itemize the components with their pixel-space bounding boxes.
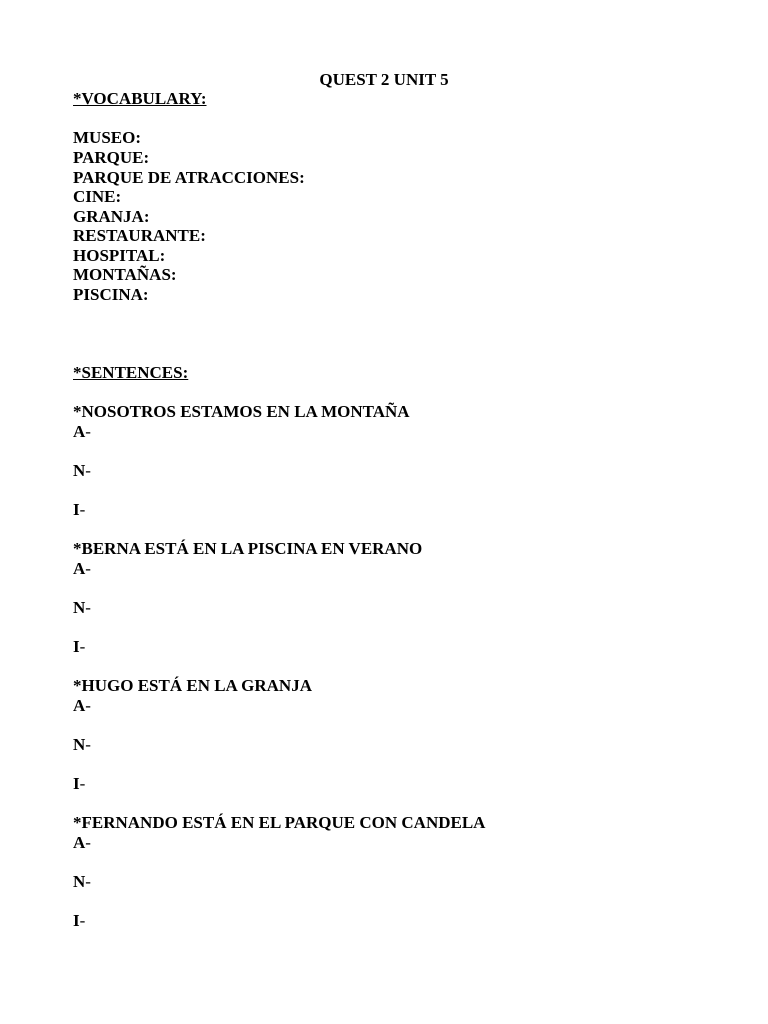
- vocab-item-hospital: HOSPITAL:: [73, 246, 166, 265]
- sentence-2: *BERNA ESTÁ EN LA PISCINA EN VERANO: [73, 539, 423, 558]
- prompt-letter: A: [73, 422, 86, 441]
- prompt-a: [73, 422, 91, 442]
- prompt-dash: -: [85, 559, 91, 578]
- sentence-3: *HUGO ESTÁ EN LA GRANJA: [73, 676, 312, 695]
- prompt-letter: I: [73, 500, 80, 519]
- prompt-dash: -: [85, 833, 91, 852]
- prompt-letter: I: [73, 774, 80, 793]
- prompt-dash: -: [85, 598, 91, 617]
- prompt-letter: N: [73, 735, 86, 754]
- prompt-dash: -: [85, 872, 91, 891]
- page-title: QUEST 2 UNIT 5: [319, 70, 449, 89]
- prompt-letter: N: [73, 872, 86, 891]
- vocab-item-montanas: MONTAÑAS:: [73, 265, 177, 284]
- vocabulary-heading: *VOCABULARY:: [73, 89, 207, 108]
- prompt-letter: I: [73, 911, 80, 930]
- prompt-dash: -: [79, 911, 86, 930]
- prompt-a: [73, 559, 91, 579]
- prompt-n: [73, 598, 91, 618]
- prompt-dash: -: [79, 637, 86, 656]
- sentence-1: *NOSOTROS ESTAMOS EN LA MONTAÑA: [73, 402, 410, 421]
- prompt-n: [73, 872, 91, 892]
- prompt-dash: -: [85, 422, 91, 441]
- sentences-heading: *SENTENCES:: [73, 363, 189, 382]
- prompt-i: [73, 500, 85, 520]
- vocab-item-granja: GRANJA:: [73, 207, 150, 226]
- prompt-letter: N: [73, 598, 86, 617]
- vocab-item-parque-de-atracciones: PARQUE DE ATRACCIONES:: [73, 168, 305, 187]
- vocab-item-parque: PARQUE:: [73, 148, 150, 167]
- prompt-letter: N: [73, 461, 86, 480]
- prompt-n: [73, 735, 91, 755]
- prompt-i: [73, 911, 85, 931]
- prompt-dash: -: [85, 461, 91, 480]
- prompt-a: [73, 833, 91, 853]
- prompt-a: [73, 696, 91, 716]
- prompt-letter: I: [73, 637, 80, 656]
- vocab-item-piscina: PISCINA:: [73, 285, 149, 304]
- vocab-item-cine: CINE:: [73, 187, 122, 206]
- prompt-dash: -: [85, 735, 91, 754]
- prompt-n: [73, 461, 91, 481]
- prompt-letter: A: [73, 559, 86, 578]
- prompt-i: [73, 774, 85, 794]
- prompt-letter: A: [73, 696, 86, 715]
- vocab-item-museo: MUSEO:: [73, 128, 141, 147]
- prompt-dash: -: [85, 696, 91, 715]
- prompt-i: [73, 637, 85, 657]
- prompt-letter: A: [73, 833, 86, 852]
- prompt-dash: -: [79, 774, 86, 793]
- sentence-4: *FERNANDO ESTÁ EN EL PARQUE CON CANDELA: [73, 813, 486, 832]
- prompt-dash: -: [79, 500, 86, 519]
- vocab-item-restaurante: RESTAURANTE:: [73, 226, 206, 245]
